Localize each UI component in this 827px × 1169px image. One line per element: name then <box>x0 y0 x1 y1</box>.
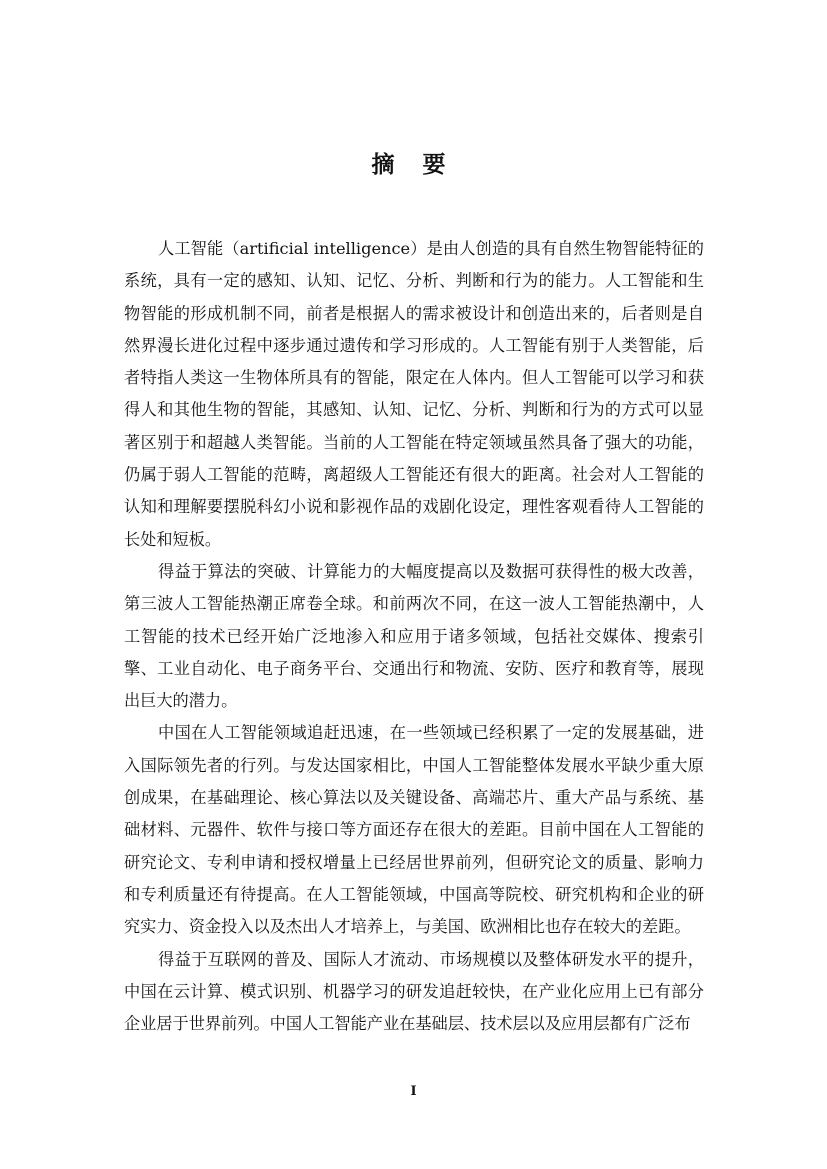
paragraph-third-wave: 得益于算法的突破、计算能力的大幅度提高以及数据可获得性的极大改善，第三波人工智能热潮正席卷全球。和前两次不同，在这一波人工智能热潮中，人工智能的技术已经开始广泛地渗入和应用于诸多领域，包括社交媒体、搜索引擎、工业自动化、电子商务平台、交通出行和物流、安防、医疗和教育等，展现出巨大的潜力。 <box>124 561 704 711</box>
abstract-body <box>124 233 704 1040</box>
paragraph-ai-definition: 人工智能（artificial intelligence）是由人创造的具有自然生物智能特征的系统，具有一定的感知、认知、记忆、分析、判断和行为的能力。人工智能和生物智能的形成机制不同，前者是根据人的需求被设计和创造出来的，后者则是自然界漫长进化过程中逐步通过遗传和学习形成的。人工智能有别于人类智能，后者特指人类这一生物体所具有的智能，限定在人体内。但人工智能可以学习和获得人和其他生物的智能，其感知、认知、记忆、分析、判断和行为的方式可以显著区别于和超越人类智能。当前的人工智能在特定领域虽然具备了强大的功能，仍属于弱人工智能的范畴，离超级人工智能还有很大的距离。社会对人工智能的认知和理解要摆脱科幻小说和影视作品的戏剧化设定，理性客观看待人工智能的长处和短板。 <box>124 239 704 549</box>
paragraph-china-status: 中国在人工智能领域追赶迅速，在一些领域已经积累了一定的发展基础，进入国际领先者的行列。与发达国家相比，中国人工智能整体发展水平缺少重大原创成果，在基础理论、核心算法以及关键设备、高端芯片、重大产品与系统、基础材料、元器件、软件与接口等方面还存在很大的差距。目前中国在人工智能的研究论文、专利申请和授权增量上已经居世界前列，但研究论文的质量、影响力和专利质量还有待提高。在人工智能领域，中国高等院校、研究机构和企业的研究实力、资金投入以及杰出人才培养上，与美国、欧洲相比也存在较大的差距。 <box>124 723 704 937</box>
abstract-title: 摘 要 <box>371 152 456 178</box>
page-number: I <box>410 1084 417 1099</box>
paragraph-china-industry: 得益于互联网的普及、国际人才流动、市场规模以及整体研发水平的提升，中国在云计算、模式识别、机器学习的研发追赶较快，在产业化应用上已有部分企业居于世界前列。中国人工智能产业在基础层、技术层以及应用层都有广泛布 <box>124 949 704 1034</box>
